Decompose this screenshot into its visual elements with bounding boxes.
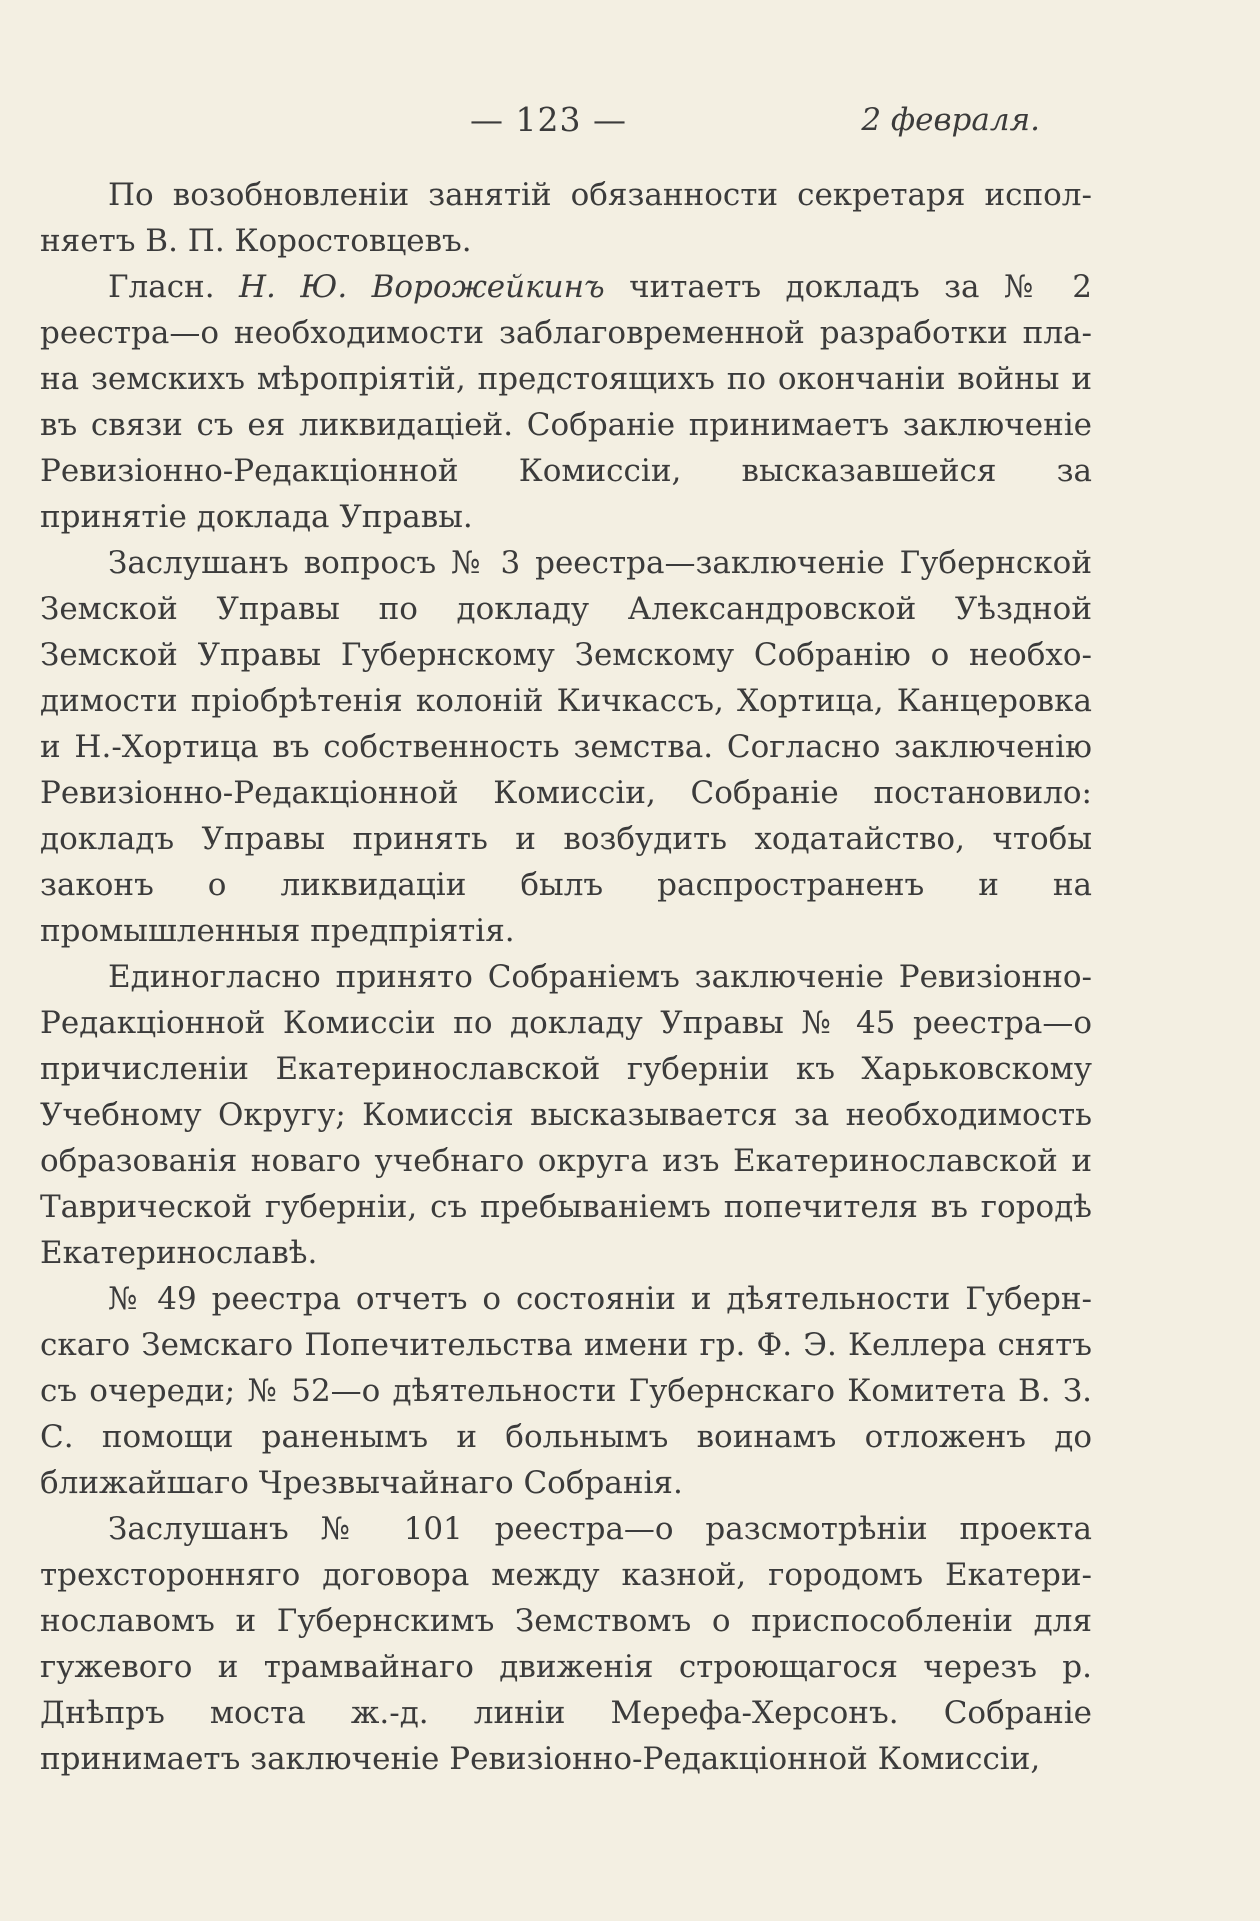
- paragraph-prefix: Гласн.: [108, 269, 240, 305]
- paragraph: Заслушанъ № 101 реестра—о разсмотрѣніи проекта трехсторонняго договора между казной, городомъ Екатеринославомъ и Губернскимъ Земствомъ о приспособленіи для гужевого и трамвайнаго движенія строющагося черезъ р. Днѣпръ моста ж.-д. линіи Мерефа-Херсонъ. Собраніе принимаетъ заключеніе Ревизіонно-Редакціонной Комиссіи,: [40, 1511, 1092, 1777]
- paragraph: [40, 264, 1092, 540]
- body-text: [40, 172, 1092, 1782]
- paragraph: Заслушанъ вопросъ № 3 реестра—заключеніе Губернской Земской Управы по докладу Александровской Уѣздной Земской Управы Губернскому Земскому Собранію о необходимости пріобрѣтенія колоній Кичкассъ, Хортица, Канцеровка и Н.-Хортица въ собственность земства. Согласно заключенію Ревизіонно-Редакціонной Комиссіи, Собраніе постановило: докладъ Управы принять и возбудить ходатайство, чтобы законъ о ликвидаціи былъ распространенъ и на промышленныя предпріятія.: [40, 545, 1092, 949]
- paragraph-text: читаетъ докладъ за № 2 реестра—о необходимости заблаговременной разработки плана земскихъ мѣропріятій, предстоящихъ по окончаніи войны и въ связи съ ея ликвидаціей. Собраніе принимаетъ заключеніе Ревизіонно-Редакціонной Комиссіи, высказавшейся за принятіе доклада Управы.: [40, 269, 1092, 535]
- paragraph: Единогласно принято Собраніемъ заключеніе Ревизіонно-Редакціонной Комиссіи по докладу Управы № 45 реестра—о причисленіи Екатеринославской губерніи къ Харьковскому Учебному Округу; Комиссія высказывается за необходимость образованія новаго учебнаго округа изъ Екатеринославской и Таврической губерніи, съ пребываніемъ попечителя въ городѣ Екатеринославѣ.: [40, 959, 1092, 1271]
- paragraph: № 49 реестра отчетъ о состояніи и дѣятельности Губернскаго Земскаго Попечительства имени гр. Ф. Э. Келлера снятъ съ очереди; № 52—о дѣятельности Губернскаго Комитета В. З. С. помощи раненымъ и больнымъ воинамъ отложенъ до ближайшаго Чрезвычайнаго Собранія.: [40, 1281, 1092, 1501]
- page-date: 2 февраля.: [861, 102, 1040, 138]
- speaker-name: Н. Ю. Ворожейкинъ: [239, 269, 605, 305]
- paragraph: По возобновленіи занятій обязанности секретаря исполняетъ В. П. Коростовцевъ.: [40, 177, 1092, 259]
- page-number: — 123 —: [470, 100, 627, 139]
